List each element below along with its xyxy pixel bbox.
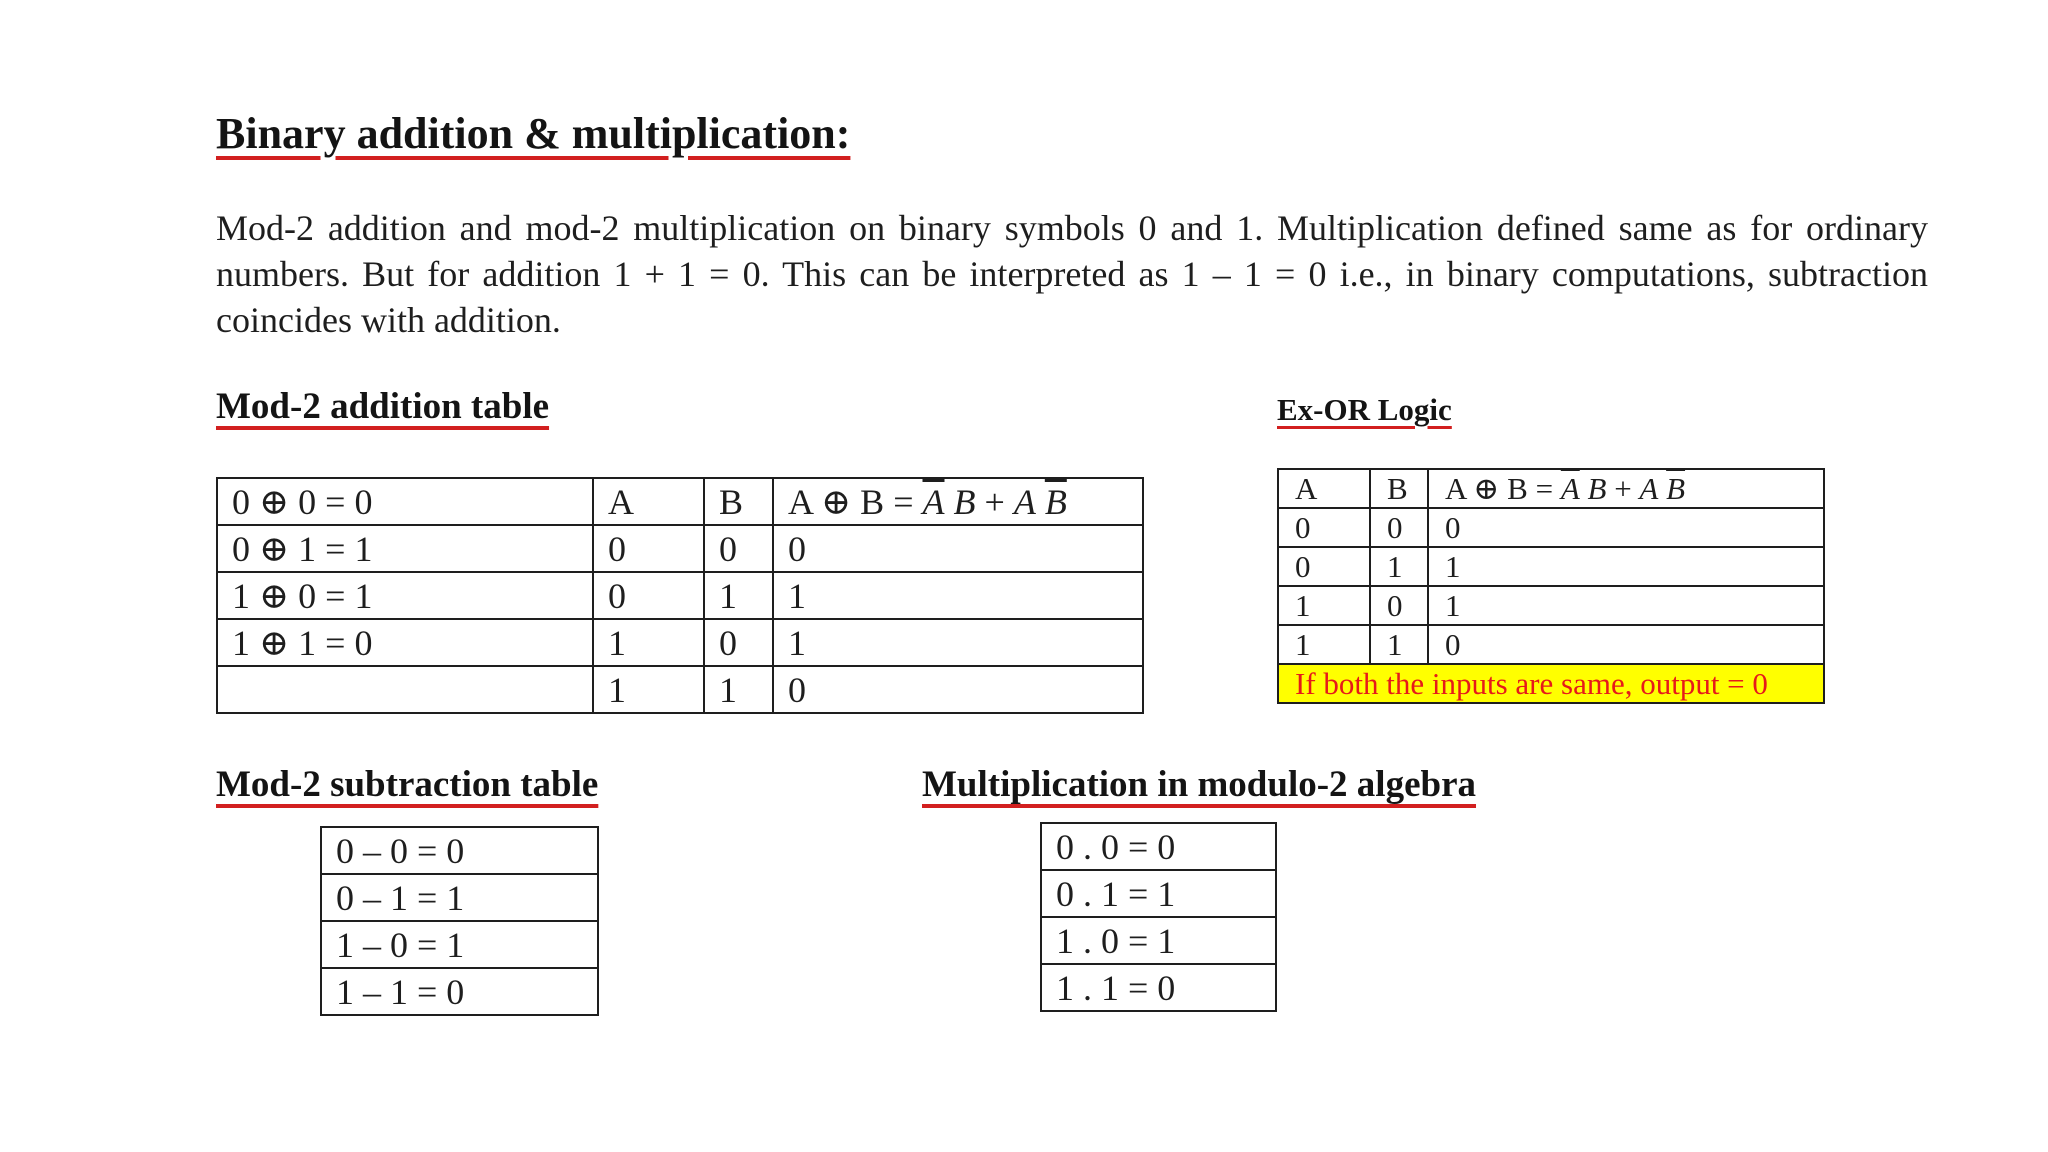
table-cell: 0 bbox=[1370, 508, 1428, 547]
page-title: Binary addition & multiplication: bbox=[216, 109, 851, 158]
table-cell: 0 ⊕ 0 = 0 bbox=[217, 478, 593, 525]
table-cell: 1 bbox=[1370, 547, 1428, 586]
table-cell: 0 bbox=[1370, 586, 1428, 625]
table-row bbox=[321, 921, 598, 968]
xor-note: If both the inputs are same, output = 0 bbox=[1278, 664, 1824, 703]
table-row bbox=[217, 666, 1143, 713]
table-cell: 0 bbox=[773, 525, 1143, 572]
table-cell: 1 bbox=[773, 572, 1143, 619]
table-row bbox=[321, 968, 598, 1015]
table-row bbox=[217, 572, 1143, 619]
table-cell: 0 – 0 = 0 bbox=[321, 827, 598, 874]
table-cell: A bbox=[593, 478, 704, 525]
table-cell: 1 bbox=[1278, 586, 1370, 625]
xor-expression-cell: A ⊕ $B = \overline{A}$ B + A $\overline{B}$ bbox=[773, 478, 1143, 525]
table-cell: 1 ⊕ 0 = 1 bbox=[217, 572, 593, 619]
table-cell: 0 bbox=[1278, 508, 1370, 547]
table-cell: 0 bbox=[1428, 508, 1824, 547]
table-cell: 1 – 0 = 1 bbox=[321, 921, 598, 968]
table-cell: 1 bbox=[1428, 586, 1824, 625]
table-row bbox=[321, 874, 598, 921]
table-cell: 1 bbox=[593, 666, 704, 713]
table-row bbox=[1041, 870, 1276, 917]
xor-expression-cell: A ⊕ $B = \overline{A}$ B + A $\overline{B}$ bbox=[1428, 469, 1824, 508]
table-cell: 1 bbox=[704, 666, 773, 713]
xor-truth-table bbox=[1277, 468, 1825, 704]
table-row bbox=[1278, 625, 1824, 664]
table-cell: 0 . 1 = 1 bbox=[1041, 870, 1276, 917]
table-cell: 0 ⊕ 1 = 1 bbox=[217, 525, 593, 572]
table-row bbox=[1278, 664, 1824, 703]
addition-table-heading: Mod-2 addition table bbox=[216, 386, 550, 427]
table-row bbox=[1041, 823, 1276, 870]
addition-table bbox=[216, 477, 1144, 714]
subtraction-table bbox=[320, 826, 599, 1016]
table-cell: 1 bbox=[1370, 625, 1428, 664]
table-cell: 1 bbox=[704, 572, 773, 619]
table-cell: 1 . 0 = 1 bbox=[1041, 917, 1276, 964]
table-cell: 1 bbox=[1278, 625, 1370, 664]
table-row bbox=[217, 619, 1143, 666]
table-row bbox=[1041, 964, 1276, 1011]
table-cell: 0 . 0 = 0 bbox=[1041, 823, 1276, 870]
subtraction-table-heading: Mod-2 subtraction table bbox=[216, 764, 599, 805]
table-cell: 1 ⊕ 1 = 0 bbox=[217, 619, 593, 666]
table-row bbox=[217, 525, 1143, 572]
table-cell: 1 – 1 = 0 bbox=[321, 968, 598, 1015]
table-row bbox=[217, 478, 1143, 525]
intro-paragraph: Mod-2 addition and mod-2 multiplication on binary symbols 0 and 1. Multiplication defined same as for ordinary numbers. But for addition 1 + 1 = 0. This can be interpreted as 1 – 1 = 0 i.e., in binary computations, subtraction coincides with addition. bbox=[216, 208, 1928, 340]
table-cell: 0 bbox=[593, 572, 704, 619]
table-cell bbox=[217, 666, 593, 713]
table-cell: 1 bbox=[773, 619, 1143, 666]
table-cell: 1 . 1 = 0 bbox=[1041, 964, 1276, 1011]
table-cell: 1 bbox=[1428, 547, 1824, 586]
table-cell: 0 – 1 = 1 bbox=[321, 874, 598, 921]
table-row bbox=[1278, 547, 1824, 586]
xor-logic-heading: Ex-OR Logic bbox=[1277, 392, 1452, 427]
table-row bbox=[321, 827, 598, 874]
table-cell: 0 bbox=[704, 619, 773, 666]
table-row bbox=[1041, 917, 1276, 964]
table-cell: A bbox=[1278, 469, 1370, 508]
multiplication-table-heading: Multiplication in modulo-2 algebra bbox=[922, 764, 1477, 805]
multiplication-table bbox=[1040, 822, 1277, 1012]
table-cell: 0 bbox=[1278, 547, 1370, 586]
table-cell: 0 bbox=[1428, 625, 1824, 664]
table-row bbox=[1278, 469, 1824, 508]
table-row bbox=[1278, 586, 1824, 625]
table-cell: 0 bbox=[704, 525, 773, 572]
table-cell: 1 bbox=[593, 619, 704, 666]
table-row bbox=[1278, 508, 1824, 547]
table-cell: 0 bbox=[773, 666, 1143, 713]
table-cell: B bbox=[1370, 469, 1428, 508]
table-cell: B bbox=[704, 478, 773, 525]
table-cell: 0 bbox=[593, 525, 704, 572]
